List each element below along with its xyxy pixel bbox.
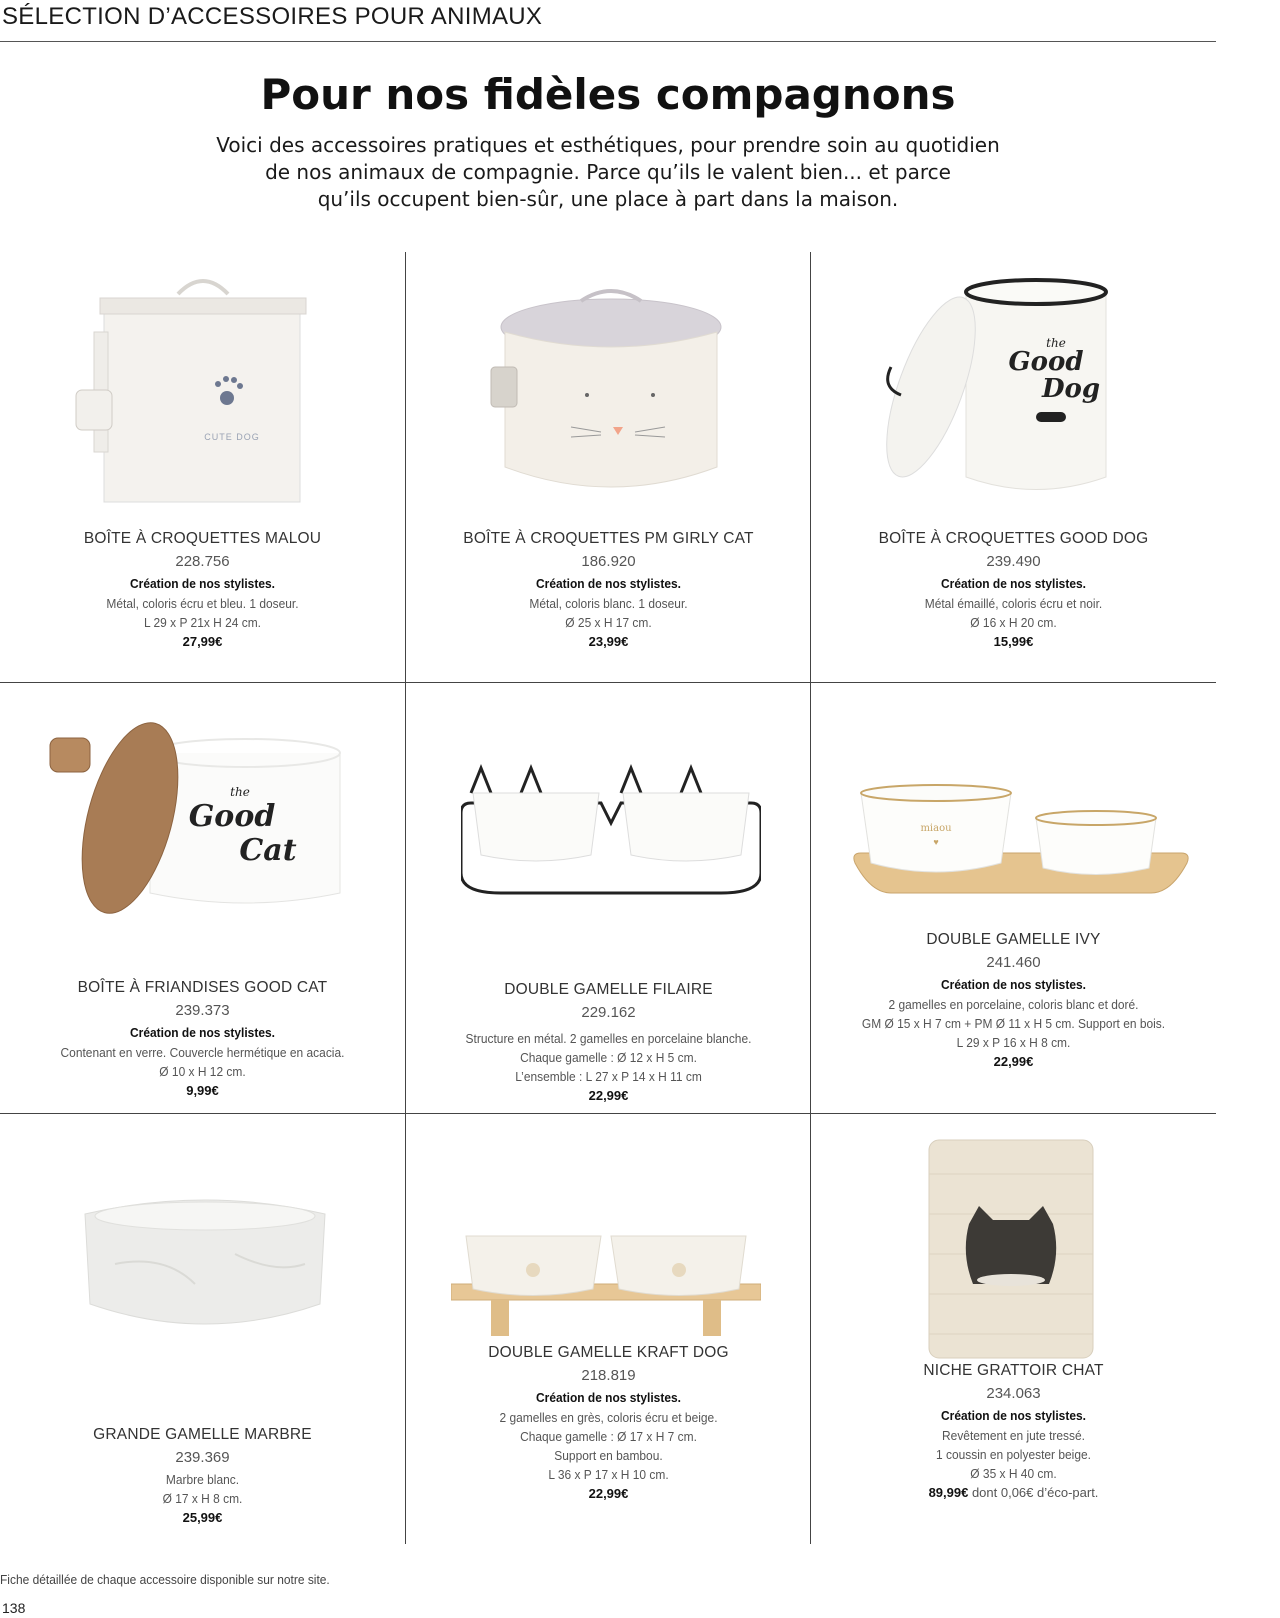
product-info xyxy=(406,528,811,652)
intro-line: de nos animaux de compagnie. Parce qu’ils le valent bien... et parce xyxy=(265,160,951,184)
product-dimensions: L’ensemble : L 27 x P 14 x H 11 cm xyxy=(515,1069,702,1084)
product-info xyxy=(0,977,405,1101)
product-image-label: Good xyxy=(1008,347,1084,377)
section-title: SÉLECTION D’ACCESSOIRES POUR ANIMAUX xyxy=(2,3,543,30)
product-info xyxy=(0,528,405,652)
product-dimensions: L 29 x P 21x H 24 cm. xyxy=(143,615,262,630)
product-card[interactable] xyxy=(0,1114,405,1544)
product-image-double-bowl-ivy xyxy=(851,783,1191,903)
product-price: 9,99€ xyxy=(186,1083,219,1098)
product-info xyxy=(811,1360,1216,1503)
product-name: GRANDE GAMELLE MARBRE xyxy=(93,1426,312,1443)
product-dimensions: Chaque gamelle : Ø 17 x H 7 cm. xyxy=(520,1429,697,1444)
product-image-label: the xyxy=(230,785,250,799)
product-image-kibble-box-good-dog xyxy=(871,277,1161,507)
product-name: NICHE GRATTOIR CHAT xyxy=(923,1362,1104,1379)
product-description: Structure en métal. 2 gamelles en porcelaine blanche. xyxy=(465,1031,752,1046)
product-description: 2 gamelles en porcelaine, coloris blanc et doré. xyxy=(888,997,1139,1012)
product-price: 22,99€ xyxy=(588,1486,629,1501)
product-card[interactable] xyxy=(811,683,1216,1113)
product-stylist-note: Création de nos stylistes. xyxy=(130,576,275,591)
product-reference: 228.756 xyxy=(175,553,230,570)
product-description: Métal, coloris blanc. 1 doseur. xyxy=(529,596,688,611)
product-image-kibble-box-girly-cat xyxy=(461,277,751,507)
product-dimensions: L 29 x P 16 x H 8 cm. xyxy=(956,1035,1071,1050)
product-reference: 234.063 xyxy=(986,1385,1041,1402)
product-description: Revêtement en jute tressé. xyxy=(942,1428,1085,1443)
product-name: BOÎTE À CROQUETTES PM GIRLY CAT xyxy=(463,530,754,547)
product-image-kibble-box-malou xyxy=(70,272,340,512)
product-description: 2 gamelles en grès, coloris écru et beige. xyxy=(499,1410,718,1425)
page-number: 138 xyxy=(2,1600,26,1616)
product-description: Métal émaillé, coloris écru et noir. xyxy=(924,596,1103,611)
product-stylist-note: Création de nos stylistes. xyxy=(941,576,1086,591)
page-header xyxy=(0,0,1216,42)
product-price: 22,99€ xyxy=(588,1088,629,1103)
product-dimensions: GM Ø 15 x H 7 cm + PM Ø 11 x H 5 cm. Support en bois. xyxy=(861,1016,1166,1031)
product-card[interactable] xyxy=(406,252,811,682)
product-price: 25,99€ xyxy=(182,1510,223,1525)
product-image-double-bowl-kraft-dog xyxy=(451,1224,761,1344)
product-name: DOUBLE GAMELLE KRAFT DOG xyxy=(488,1344,729,1361)
product-info xyxy=(406,1342,811,1504)
product-price-value: 89,99€ xyxy=(928,1485,969,1500)
page-headline: Pour nos fidèles compagnons xyxy=(260,70,956,119)
heart-icon: ♥ xyxy=(933,837,939,847)
product-card[interactable] xyxy=(406,1114,811,1544)
product-image-marble-bowl xyxy=(75,1194,335,1344)
product-image-cat-scratcher-house xyxy=(921,1134,1101,1364)
product-price: 27,99€ xyxy=(182,634,223,649)
product-image-label: CUTE DOG xyxy=(204,432,260,442)
product-name: BOÎTE À CROQUETTES GOOD DOG xyxy=(878,530,1149,547)
product-description: Marbre blanc. xyxy=(165,1472,240,1487)
product-stylist-note: Création de nos stylistes. xyxy=(941,1408,1086,1423)
product-dimensions: Chaque gamelle : Ø 12 x H 5 cm. xyxy=(520,1050,697,1065)
product-name: DOUBLE GAMELLE FILAIRE xyxy=(504,981,713,998)
product-name: DOUBLE GAMELLE IVY xyxy=(926,931,1101,948)
product-stylist-note: Création de nos stylistes. xyxy=(536,576,681,591)
product-image-label: the xyxy=(1046,336,1066,350)
product-description: Métal, coloris écru et bleu. 1 doseur. xyxy=(106,596,299,611)
product-image-label: Cat xyxy=(239,833,297,868)
product-price: 23,99€ xyxy=(588,634,629,649)
product-card[interactable] xyxy=(811,252,1216,682)
product-image-double-bowl-wire xyxy=(461,763,761,913)
product-name: BOÎTE À CROQUETTES MALOU xyxy=(83,530,322,547)
product-info xyxy=(811,929,1216,1072)
product-dimensions: L 36 x P 17 x H 10 cm. xyxy=(548,1467,669,1482)
product-dimensions: Ø 25 x H 17 cm. xyxy=(565,615,652,630)
product-image-label: Good xyxy=(188,799,276,834)
product-reference: 229.162 xyxy=(581,1004,636,1021)
intro-paragraph xyxy=(150,132,1066,213)
intro-line: qu’ils occupent bien-sûr, une place à part dans la maison. xyxy=(317,187,899,211)
product-reference: 218.819 xyxy=(581,1367,636,1384)
intro-line: Voici des accessoires pratiques et esthétiques, pour prendre soin au quotidien xyxy=(216,133,1000,157)
product-dimensions: Ø 17 x H 8 cm. xyxy=(162,1491,243,1506)
product-dimensions: Ø 10 x H 12 cm. xyxy=(159,1064,246,1079)
product-image-label: Dog xyxy=(1041,374,1101,404)
product-reference: 241.460 xyxy=(986,954,1041,971)
product-stylist-note: Création de nos stylistes. xyxy=(536,1390,681,1405)
eco-participation-note: dont 0,06€ d’éco-part. xyxy=(968,1485,1099,1500)
product-stylist-note: Création de nos stylistes. xyxy=(941,977,1086,992)
product-price xyxy=(811,1483,1216,1503)
product-card[interactable] xyxy=(811,1114,1216,1544)
footnote: Fiche détaillée de chaque accessoire disponible sur notre site. xyxy=(0,1572,330,1587)
product-info xyxy=(406,979,811,1106)
product-reference: 239.373 xyxy=(175,1002,230,1019)
product-reference: 239.369 xyxy=(175,1449,230,1466)
product-stylist-note: Création de nos stylistes. xyxy=(130,1025,275,1040)
product-card[interactable] xyxy=(0,252,405,682)
product-description: Contenant en verre. Couvercle hermétique en acacia. xyxy=(60,1045,345,1060)
product-card[interactable] xyxy=(0,683,405,1113)
product-reference: 239.490 xyxy=(986,553,1041,570)
product-price: 15,99€ xyxy=(993,634,1034,649)
product-reference: 186.920 xyxy=(581,553,636,570)
product-info xyxy=(0,1424,405,1528)
product-description: Support en bambou. xyxy=(554,1448,663,1463)
product-dimensions: Ø 35 x H 40 cm. xyxy=(970,1466,1057,1481)
product-image-treat-box-good-cat xyxy=(30,718,350,918)
product-price: 22,99€ xyxy=(993,1054,1034,1069)
product-image-label: miaou xyxy=(920,823,952,834)
product-card[interactable] xyxy=(406,683,811,1113)
product-info xyxy=(811,528,1216,652)
product-description: 1 coussin en polyester beige. xyxy=(936,1447,1091,1462)
product-dimensions: Ø 16 x H 20 cm. xyxy=(970,615,1057,630)
product-name: BOÎTE À FRIANDISES GOOD CAT xyxy=(77,979,328,996)
